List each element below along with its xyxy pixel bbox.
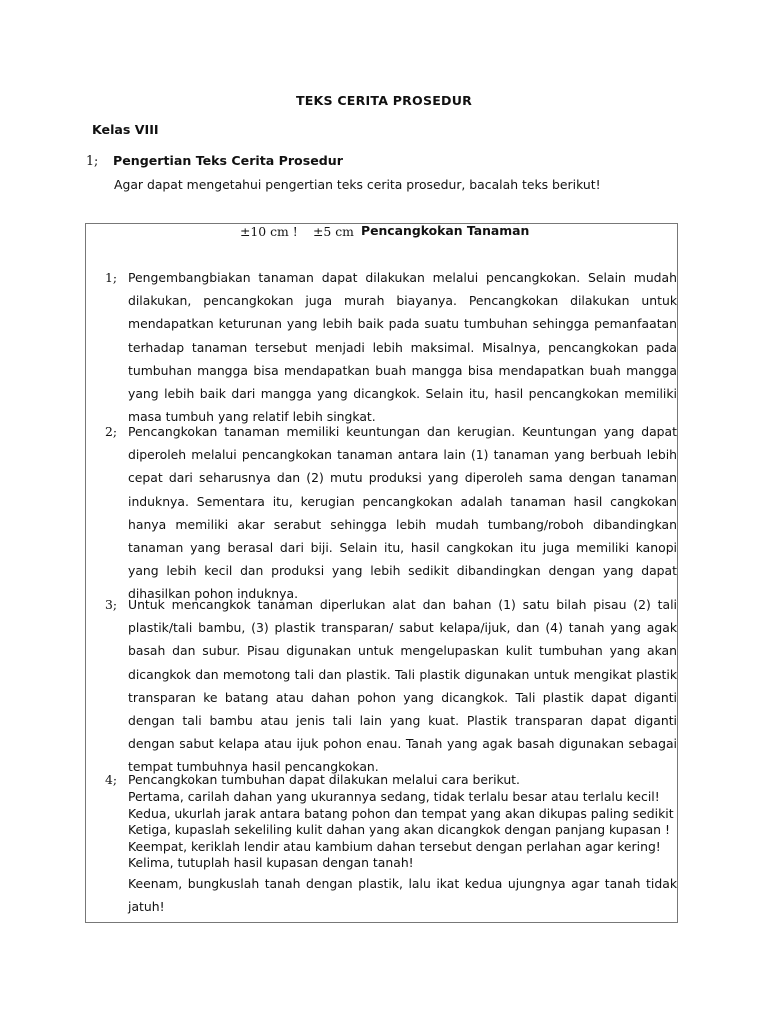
item-number: 2; (105, 424, 118, 439)
step-line: Kelima, tutuplah hasil kupasan dengan tanah! (128, 855, 414, 870)
step-line: Keenam, bungkuslah tanah dengan plastik, lalu ikat kedua ujungnya agar tanah tidak jatuh! (128, 875, 677, 914)
math-expression: ±10 cm ! (240, 224, 298, 239)
box-title: Pencangkokan Tanaman (361, 223, 530, 238)
item-text: Pengembangbiakan tanaman dapat dilakukan melalui pencangkokan. Selain mudah dilakukan, pencangkokan juga murah biayanya. Pencangkokan dilakukan untuk mendapatkan keturunan yang lebih baik pada suatu tumbuhan sehingga pemanfaatan terhadap tanaman tersebut menjadi lebih maksimal. Misalnya, pencangkokan pada tumbuhan mangga bisa mendapatkan buah mangga bisa mendapatkan buah mangga yang lebih baik dari mangga yang dicangkok. Selain itu, hasil pencangkokan memiliki masa tumbuh yang relatif lebih singkat. (128, 270, 677, 425)
item-text: Untuk mencangkok tanaman diperlukan alat dan bahan (1) satu bilah pisau (2) tali plastik/tali bambu, (3) plastik transparan/ sabut kelapa/ijuk, dan (4) tanah yang agak basah dan subur. Pisau digunakan untuk mengelupaskan kulit tumbuhan yang akan dicangkok dan memotong tali dan plastik. Tali plastik digunakan untuk mengikat plastik transparan ke batang atau dahan pohon yang dicangkok. Tali plastik dapat diganti dengan tali bambu atau jenis tali lain yang kuat. Plastik transparan dapat diganti dengan sabut kelapa atau ijuk pohon enau. Tanah yang agak basah digunakan sebagai tempat tumbuhnya hasil pencangkokan. (128, 597, 677, 775)
item-number: 3; (105, 597, 118, 612)
step-line: Pencangkokan tumbuhan dapat dilakukan melalui cara berikut. (128, 772, 520, 787)
item-text: Pencangkokan tanaman memiliki keuntungan dan kerugian. Keuntungan yang dapat diperoleh melalui pencangkokan tanaman antara lain (1) tanaman yang berbuah lebih cepat dari seharusnya dan (2) mutu produksi yang diperoleh sama dengan tanaman induknya. Sementara itu, kerugian pencangkokan adalah tanaman hasil cangkokan hanya memiliki akar serabut sehingga lebih mudah tumbang/roboh dibandingkan tanaman yang berasal dari biji. Selain itu, hasil cangkokan itu juga memiliki kanopi yang lebih kecil dan produksi yang lebih sedikit dibandingkan dengan yang dapat dihasilkan pohon induknya. (128, 424, 677, 602)
item-number: 1; (105, 270, 118, 285)
class-label: Kelas VIII (92, 122, 159, 137)
item-steps (128, 772, 677, 918)
document-title: TEKS CERITA PROSEDUR (295, 93, 473, 108)
section-number: 1; (86, 153, 99, 168)
section-intro: Agar dapat mengetahui pengertian teks cerita prosedur, bacalah teks berikut! (114, 177, 601, 192)
math-expression: ±5 cm (313, 224, 354, 239)
step-line: Kedua, ukurlah jarak antara batang pohon dan tempat yang akan dikupas paling sedikit (128, 806, 674, 821)
step-line: Keempat, keriklah lendir atau kambium dahan tersebut dengan perlahan agar kering! (128, 838, 661, 854)
item-number: 4; (105, 772, 118, 787)
step-line: Ketiga, kupaslah sekeliling kulit dahan yang akan dicangkok dengan panjang kupasan ! (128, 822, 670, 837)
section-title: Pengertian Teks Cerita Prosedur (113, 153, 343, 168)
step-line: Pertama, carilah dahan yang ukurannya sedang, tidak terlalu besar atau terlalu kecil! (128, 788, 660, 804)
